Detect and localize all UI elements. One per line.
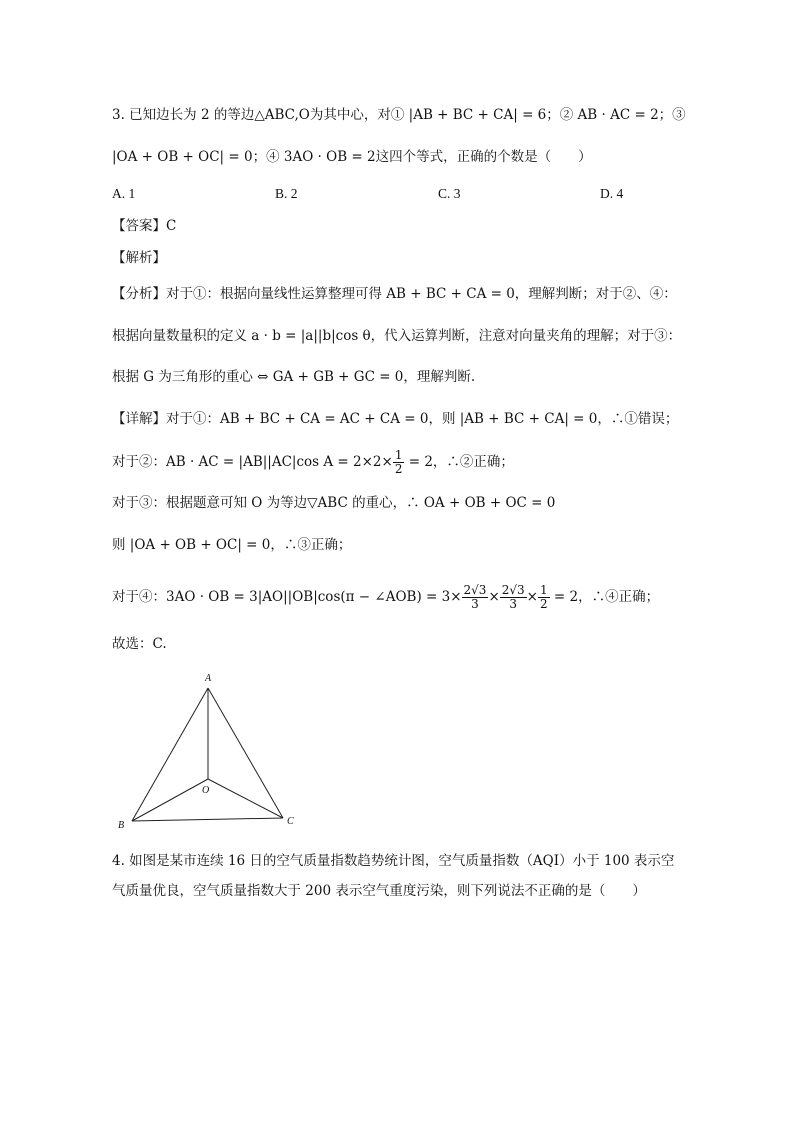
option-c: C. 3 <box>438 186 461 201</box>
option-a: A. 1 <box>112 186 136 201</box>
detail-line-5-result: = 2，∴④正确； <box>549 589 660 605</box>
fraction-denominator: 3 <box>471 597 479 611</box>
analysis-heading: 【解析】 <box>112 250 166 266</box>
detail-line-1: 【详解】对于①：AB + BC + CA = AC + CA = 0，则 |AB + BC + CA| = 0，∴①错误； <box>112 411 679 427</box>
q3-stem-line2: |OA + OB + OC| = 0；④ 3AO · OB = 2这四个等式，正确的个数是（ ） <box>112 149 592 165</box>
times-sign: × <box>526 589 538 605</box>
detail-line-5 <box>112 584 659 611</box>
detail-line-4: 则 |OA + OB + OC| = 0，∴③正确； <box>112 537 352 553</box>
detail-line-2 <box>112 449 514 476</box>
fraction-two-root-three-a <box>462 584 489 611</box>
fraction-numerator: 2√3 <box>463 583 487 597</box>
vertex-label-c: C <box>287 816 294 827</box>
option-b: B. 2 <box>275 186 298 201</box>
edge-ab <box>132 688 208 821</box>
center-label-o: O <box>202 785 210 796</box>
fraction-numerator: 1 <box>539 583 548 597</box>
fraction-denominator: 3 <box>509 597 518 611</box>
fraction-two-root-three-b <box>500 584 527 611</box>
triangle-figure <box>112 668 302 834</box>
fraction-one-half <box>393 449 405 476</box>
answer-line: 【答案】C <box>112 218 177 234</box>
detail-line-2-result: = 2，∴②正确； <box>404 454 514 470</box>
option-d: D. 4 <box>600 186 624 201</box>
segment-bo <box>132 779 208 821</box>
analysis-line-1: 【分析】对于①：根据向量线性运算整理可得 AB + BC + CA = 0，理解判断；对于②、④： <box>112 286 677 302</box>
times-sign: × <box>488 589 500 605</box>
vertex-label-b: B <box>118 820 125 831</box>
analysis-line-2: 根据向量数量积的定义 a · b = |a||b|cos θ，代入运算判断，注意对向量夹角的理解；对于③： <box>112 328 682 344</box>
conclusion-line: 故选：C. <box>112 636 167 652</box>
fraction-denominator: 2 <box>394 462 403 476</box>
fraction-denominator: 2 <box>539 597 548 611</box>
q3-stem-line1: 3. 已知边长为 2 的等边△ABC,O为其中心，对① |AB + BC + CA| = 6；② AB · AC = 2；③ <box>112 107 686 123</box>
fraction-numerator: 1 <box>394 448 403 462</box>
detail-line-2-text: 对于②：AB · AC = |AB||AC|cos A = 2×2× <box>112 454 393 470</box>
vertex-label-a: A <box>205 673 212 684</box>
q4-stem-line2: 气质量优良，空气质量指数大于 200 表示空气重度污染，则下列说法不正确的是（ ） <box>112 883 646 899</box>
edge-bc <box>132 818 283 821</box>
fraction-numerator: 2√3 <box>501 583 525 597</box>
q4-stem-line1: 4. 如图是某市连续 16 日的空气质量指数趋势统计图，空气质量指数（AQI）小于 100 表示空 <box>112 853 675 869</box>
detail-line-5-text: 对于④：3AO · OB = 3|AO||OB|cos(π − ∠AOB) = 3× <box>112 589 462 605</box>
detail-line-3: 对于③：根据题意可知 O 为等边▽ABC 的重心，∴ OA + OB + OC = 0 <box>112 495 556 511</box>
fraction-one-half-b <box>538 584 550 611</box>
analysis-line-3: 根据 G 为三角形的重心 ⇔ GA + GB + GC = 0，理解判断. <box>112 369 476 385</box>
